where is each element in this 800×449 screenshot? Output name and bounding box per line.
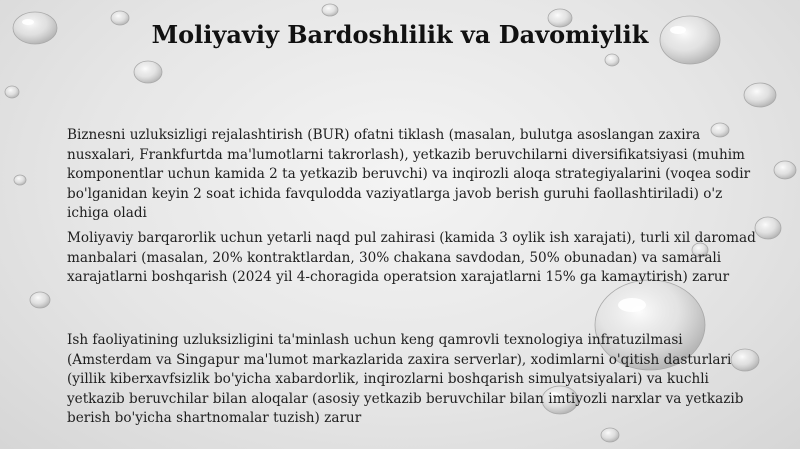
paragraph-business-continuity: Biznesni uzluksizligi rejalashtirish (BUR) ofatni tiklash (masalan, bulutga asoslangan zaxira nusxalari, Frankfurtda ma'lumotlarni takrorlash), yetkazib beruvchilarni diversifikatsiyasi (muhim komponentlar uchun kamida 2 ta yetkazib beruvchi) va inqirozli aloqa strategiyalarini (voqea sodir bo'lganidan keyin 2 soat ichida favqulodda vaziyatlarga javob berish guruhi faollashtiriladi) o'z ichiga oladi bbox=[67, 127, 751, 222]
paragraph-financial-stability: Moliyaviy barqarorlik uchun yetarli naqd pul zahirasi (kamida 3 oylik ish xarajati), turli xil daromad manbalari (masalan, 20% kontraktlardan, 30% chakana savdodan, 50% obunadan) va samarali xarajatlarni boshqarish (2024 yil 4-choragida operatsion xarajatlarni 15% ga kamaytirish) zarur bbox=[67, 230, 756, 286]
paragraph-operational-continuity: Ish faoliyatining uzluksizligini ta'minlash uchun keng qamrovli texnologiya infratuzilmasi (Amsterdam va Singapur ma'lumot markazlarida zaxira serverlar), xodimlarni o'qitish dasturlari (yillik kiberxavfsizlik bo'yicha xabardorlik, inqirozlarni boshqarish simulyatsiyalari) va kuchli yetkazib beruvchilar bilan aloqalar (asosiy yetkazib beruvchilar bilan imtiyozli narxlar va yetkazib berish bo'yicha shartnomalar tuzish) zarur bbox=[67, 332, 744, 427]
slide-title: Moliyaviy Bardoshlilik va Davomiylik bbox=[151, 20, 649, 49]
